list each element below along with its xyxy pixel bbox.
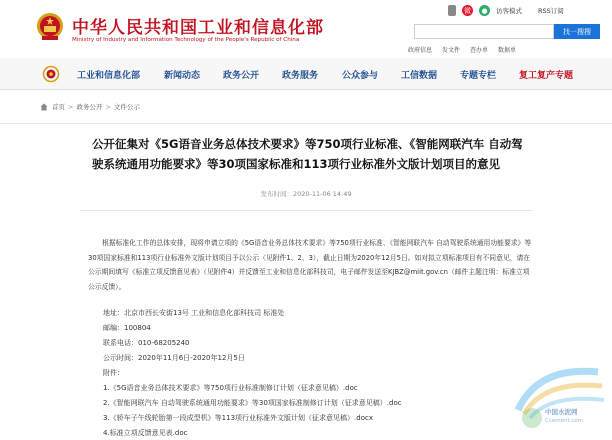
contact-phone: 联系电话：010-68205240 xyxy=(103,339,190,347)
notice-period: 公示时间：2020年11月6日-2020年12月5日 xyxy=(103,354,245,362)
watermark-text-en: Ccement.com xyxy=(545,418,584,424)
attachment-link-4[interactable]: 4.标准立项反馈意见表.doc xyxy=(103,429,188,437)
home-icon xyxy=(40,103,48,111)
nav-item-data[interactable]: 工信数据 xyxy=(401,71,438,81)
nav-item-ministry[interactable]: 工业和信息化部 xyxy=(77,71,141,81)
search-input[interactable] xyxy=(414,24,554,39)
quick-link-queries[interactable]: 查办单 xyxy=(470,47,489,54)
breadcrumb-gov-affairs[interactable]: 政务公开 xyxy=(76,103,103,111)
title-divider xyxy=(80,210,532,211)
ministry-logo-icon[interactable] xyxy=(42,65,60,83)
contact-postcode: 邮编：100804 xyxy=(103,324,151,332)
article-body: 根据标准化工作的总体安排，现将申请立项的《5G语音业务总体技术要求》等750项行业标准、《智能网联汽车 自动驾驶系统通用功能要求》等30项国家标准和113项行业标准外文版计划项目予以公示（见附件1、2、3），截止日期为2020年12月5日。如对拟立项标准项目有不同意见，请在公示期间填写《标准立项反馈意见表》（见附件4）并反馈至工业和信息化部科技司，电子邮件发送至KJBZ@miit.gov.cn（邮件主题注明：标准立项公示反馈）。 xyxy=(88,239,532,291)
attachment-link-3[interactable]: 3.《轿车子午线轮胎第一段成型机》等113项行业标准外文版计划（征求意见稿）.docx xyxy=(103,414,373,422)
site-header xyxy=(0,0,612,58)
attachment-link-2[interactable]: 2.《智能网联汽车 自动驾驶系统通用功能要求》等30项国家标准制修订计划（征求意见稿）.doc xyxy=(103,399,402,407)
breadcrumb xyxy=(40,102,140,111)
visitor-mode-link[interactable]: 访客模式 xyxy=(496,7,522,15)
watermark-text-cn: 中国水泥网 xyxy=(545,408,578,416)
mobile-icon[interactable] xyxy=(448,5,456,16)
rss-link[interactable]: RSS订阅 xyxy=(538,7,564,15)
breadcrumb-separator: > xyxy=(68,102,74,111)
publish-time: 发布时间：2020-11-06 14:49 xyxy=(260,190,352,198)
article-title: 公开征集对《5G语音业务总体技术要求》等750项行业标准、《智能网联汽车 自动驾驶系统通用功能要求》等30项国家标准和113项行业标准外文版计划项目的意见 xyxy=(92,137,523,171)
attachment-link-1[interactable]: 1.《5G语音业务总体技术要求》等750项行业标准制修订计划（征求意见稿）.doc xyxy=(103,384,358,392)
breadcrumb-home[interactable]: 首页 xyxy=(52,103,65,111)
wechat-icon[interactable]: ● xyxy=(479,5,490,16)
site-name-en: Ministry of Industry and Information Technology of the People's Republic of China xyxy=(72,37,300,43)
quick-link-data[interactable]: 数据单 xyxy=(498,47,517,54)
nav-item-gov-services[interactable]: 政务服务 xyxy=(282,71,319,81)
site-name[interactable]: 中华人民共和国工业和信息化部 xyxy=(72,18,324,38)
contact-address: 地址：北京市西长安街13号 工业和信息化部科技司 标准处 xyxy=(103,309,285,317)
national-emblem-icon[interactable] xyxy=(36,12,64,42)
breadcrumb-bar xyxy=(0,90,612,124)
attachments-heading: 附件： xyxy=(103,369,124,377)
nav-item-resumption[interactable]: 复工复产专题 xyxy=(519,71,574,81)
nav-item-special-topics[interactable]: 专题专栏 xyxy=(460,71,497,81)
quick-links xyxy=(408,45,526,54)
main-nav xyxy=(0,58,612,90)
breadcrumb-separator: > xyxy=(105,102,111,111)
nav-item-news[interactable]: 新闻动态 xyxy=(164,71,201,81)
quick-link-gov-info[interactable]: 政府信息 xyxy=(408,47,433,54)
social-links xyxy=(448,5,572,16)
breadcrumb-file-notice[interactable]: 文件公示 xyxy=(113,103,140,111)
nav-item-public-participation[interactable]: 公众参与 xyxy=(342,71,379,81)
nav-item-gov-affairs-open[interactable]: 政务公开 xyxy=(223,71,260,81)
weibo-icon[interactable]: 微 xyxy=(464,6,471,15)
search-button[interactable]: 找一搜搜 xyxy=(554,24,600,39)
watermark-logo-icon xyxy=(498,358,608,436)
quick-link-documents[interactable]: 发文件 xyxy=(442,47,461,54)
